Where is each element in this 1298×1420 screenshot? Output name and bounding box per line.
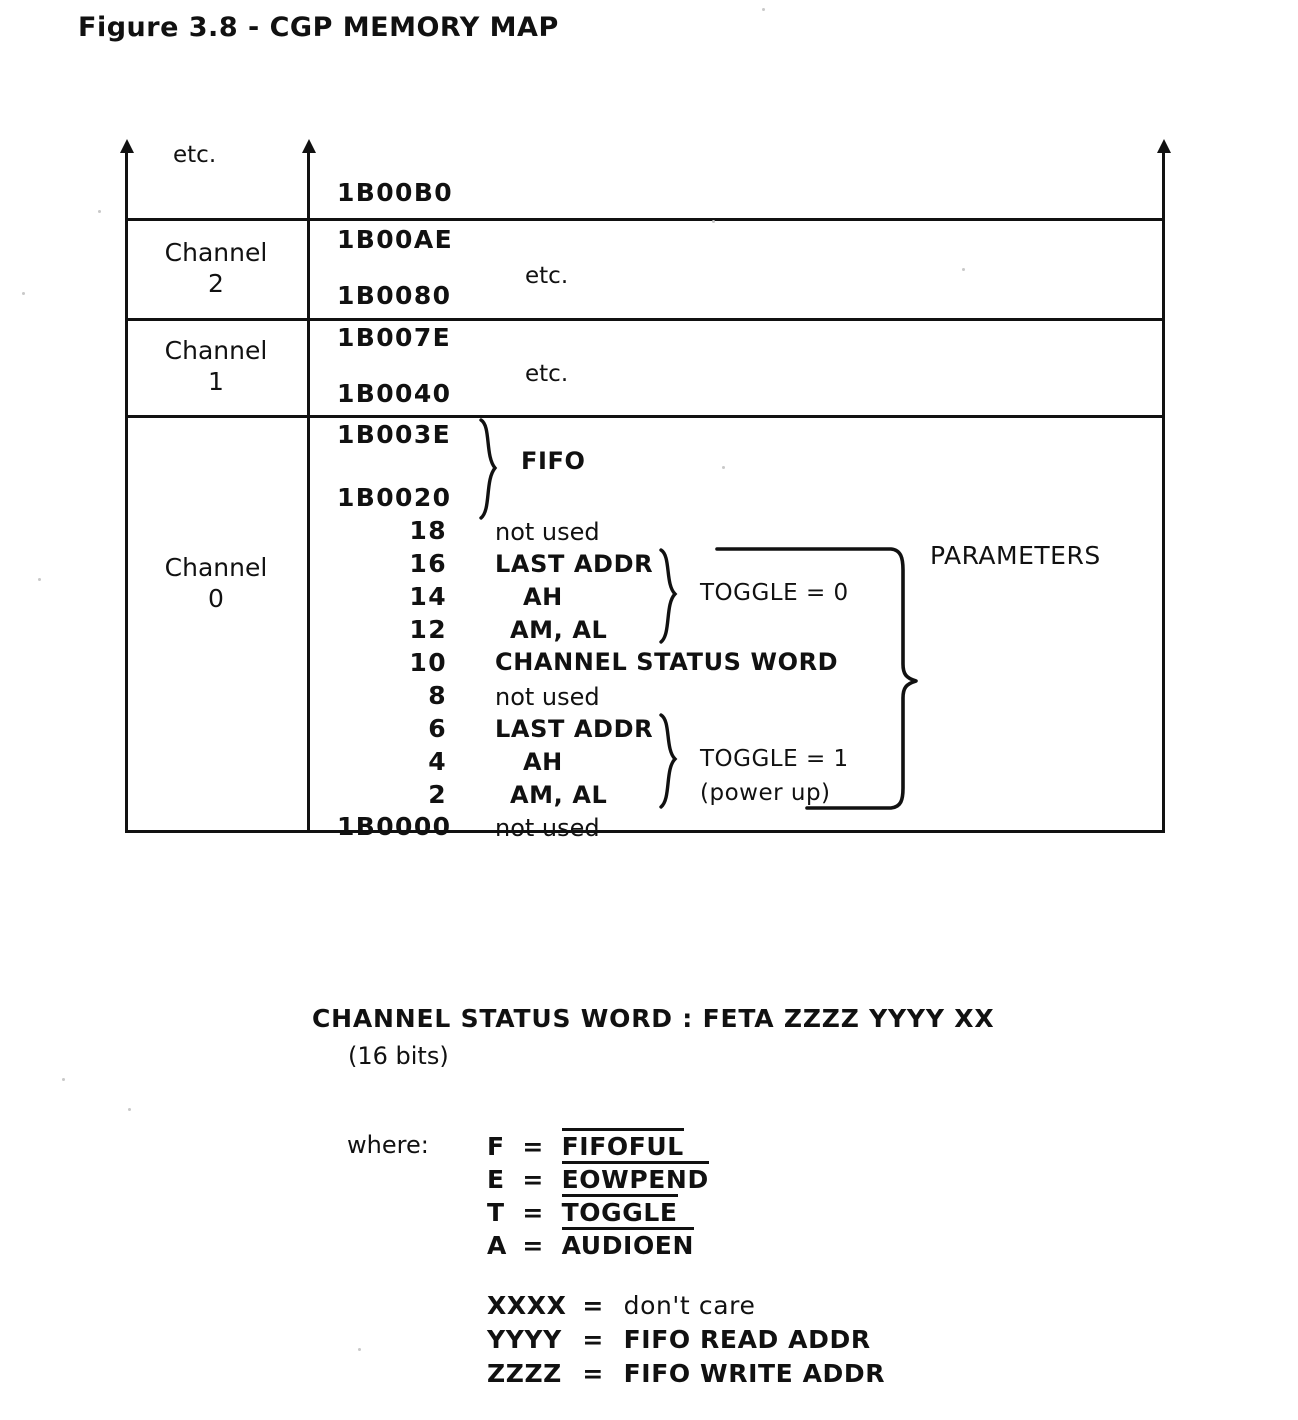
row-offset-6: 6 <box>428 714 447 743</box>
arrow-up-middle-icon <box>302 139 316 153</box>
definition-equals-xxxx: = <box>582 1291 604 1320</box>
definition-value-yyyy: FIFO READ ADDR <box>623 1325 871 1354</box>
row-label-1b0000: not used <box>495 814 600 842</box>
address-1b0020: 1B0020 <box>337 483 452 512</box>
definition-value-xxxx: don't care <box>623 1291 756 1320</box>
scan-speck <box>128 1108 131 1111</box>
legend-equals-t: = <box>522 1198 544 1227</box>
scan-speck <box>712 220 715 223</box>
row-offset-1b0000: 1B0000 <box>337 812 452 841</box>
address-1b0040: 1B0040 <box>337 379 452 408</box>
row-label-6: LAST ADDR <box>495 715 654 743</box>
memory-map-diagram <box>125 142 1165 842</box>
status-word-bitcount: (16 bits) <box>348 1042 449 1070</box>
definition-symbol-yyyy: YYYY <box>487 1325 562 1354</box>
row-offset-10: 10 <box>409 648 447 677</box>
map-border-right <box>1162 218 1165 833</box>
legend-row-e <box>487 1161 709 1194</box>
scan-speck <box>62 1078 65 1081</box>
row-offset-12: 12 <box>409 615 447 644</box>
channel-2-etc: etc. <box>525 263 569 289</box>
arrow-up-left-icon <box>120 139 134 153</box>
channel-2-label <box>125 238 307 299</box>
legend-equals-a: = <box>522 1231 544 1260</box>
top-etc-label: etc. <box>173 142 217 168</box>
toggle-1-annotation: TOGGLE = 1 <box>700 746 849 772</box>
legend-row-t <box>487 1194 678 1227</box>
row-label-18: not used <box>495 518 600 546</box>
scan-speck <box>762 8 765 11</box>
definition-row-zzzz <box>487 1359 885 1388</box>
channel-0-name: Channel <box>164 553 268 582</box>
legend-symbol-a: A <box>487 1231 507 1260</box>
row-label-4: AH <box>523 748 563 776</box>
row-offset-8: 8 <box>428 681 447 710</box>
address-boundary-1b00b0: 1B00B0 <box>337 178 454 207</box>
legend-name-f: FIFOFUL <box>562 1128 684 1161</box>
map-border-top <box>125 218 1165 221</box>
row-offset-2: 2 <box>428 780 447 809</box>
row-label-8: not used <box>495 683 600 711</box>
parameters-bracket-icon <box>711 544 931 814</box>
fifo-label: FIFO <box>521 447 586 475</box>
channel-2-name: Channel <box>164 238 268 267</box>
channel-1-name: Channel <box>164 336 268 365</box>
address-1b0080: 1B0080 <box>337 281 452 310</box>
arrow-up-right-icon <box>1157 139 1171 153</box>
legend-equals-f: = <box>522 1132 544 1161</box>
definition-equals-yyyy: = <box>582 1325 604 1354</box>
legend-name-a: AUDIOEN <box>562 1227 694 1260</box>
legend-row-f <box>487 1128 684 1161</box>
toggle1-brace-icon <box>655 711 695 811</box>
channel-2-number: 2 <box>208 268 224 298</box>
parameters-label: PARAMETERS <box>930 541 1101 570</box>
toggle-0-annotation: TOGGLE = 0 <box>700 580 849 606</box>
scan-speck <box>722 466 725 469</box>
power-up-annotation: (power up) <box>700 780 831 806</box>
row-offset-18: 18 <box>409 516 447 545</box>
legend-equals-e: = <box>522 1165 544 1194</box>
channel-1-etc: etc. <box>525 361 569 387</box>
address-1b003e: 1B003E <box>337 420 452 449</box>
row-label-10: CHANNEL STATUS WORD <box>495 648 839 676</box>
row-label-12: AM, AL <box>510 616 608 644</box>
legend-symbol-t: T <box>487 1198 505 1227</box>
scan-speck <box>358 1348 361 1351</box>
scan-speck <box>98 210 101 213</box>
legend-symbol-e: E <box>487 1165 505 1194</box>
where-label: where: <box>347 1131 429 1159</box>
map-border-left <box>125 218 128 833</box>
page-title: Figure 3.8 - CGP MEMORY MAP <box>78 12 559 43</box>
arrow-stem-left <box>125 150 128 220</box>
row-offset-14: 14 <box>409 582 447 611</box>
channel-1-number: 1 <box>208 366 224 396</box>
row-label-16: LAST ADDR <box>495 550 654 578</box>
channel-1-label <box>125 336 307 397</box>
scan-speck <box>962 268 965 271</box>
map-border-bottom <box>125 830 1165 833</box>
scan-speck <box>22 292 25 295</box>
definition-equals-zzzz: = <box>582 1359 604 1388</box>
address-1b007e: 1B007E <box>337 323 452 352</box>
legend-name-e: EOWPEND <box>562 1161 709 1194</box>
definition-value-zzzz: FIFO WRITE ADDR <box>623 1359 886 1388</box>
definition-symbol-zzzz: ZZZZ <box>487 1359 562 1388</box>
address-1b00ae: 1B00AE <box>337 225 454 254</box>
map-divider-channel2-channel1 <box>125 318 1165 321</box>
status-word-heading: CHANNEL STATUS WORD : FETA ZZZZ YYYY XX <box>312 1004 995 1033</box>
legend-symbol-f: F <box>487 1132 505 1161</box>
row-offset-16: 16 <box>409 549 447 578</box>
row-label-14: AH <box>523 583 563 611</box>
arrow-stem-right <box>1162 150 1165 220</box>
fifo-brace-icon <box>475 416 515 524</box>
arrow-stem-middle <box>307 150 310 220</box>
legend-name-t: TOGGLE <box>562 1194 678 1227</box>
row-label-2: AM, AL <box>510 781 608 809</box>
scan-speck <box>38 578 41 581</box>
definition-row-xxxx <box>487 1291 755 1320</box>
row-offset-4: 4 <box>428 747 447 776</box>
definition-symbol-xxxx: XXXX <box>487 1291 567 1320</box>
legend-row-a <box>487 1227 694 1260</box>
definition-row-yyyy <box>487 1325 871 1354</box>
map-divider-channel1-channel0 <box>125 415 1165 418</box>
channel-0-number: 0 <box>208 583 224 613</box>
toggle0-brace-icon <box>655 546 695 646</box>
